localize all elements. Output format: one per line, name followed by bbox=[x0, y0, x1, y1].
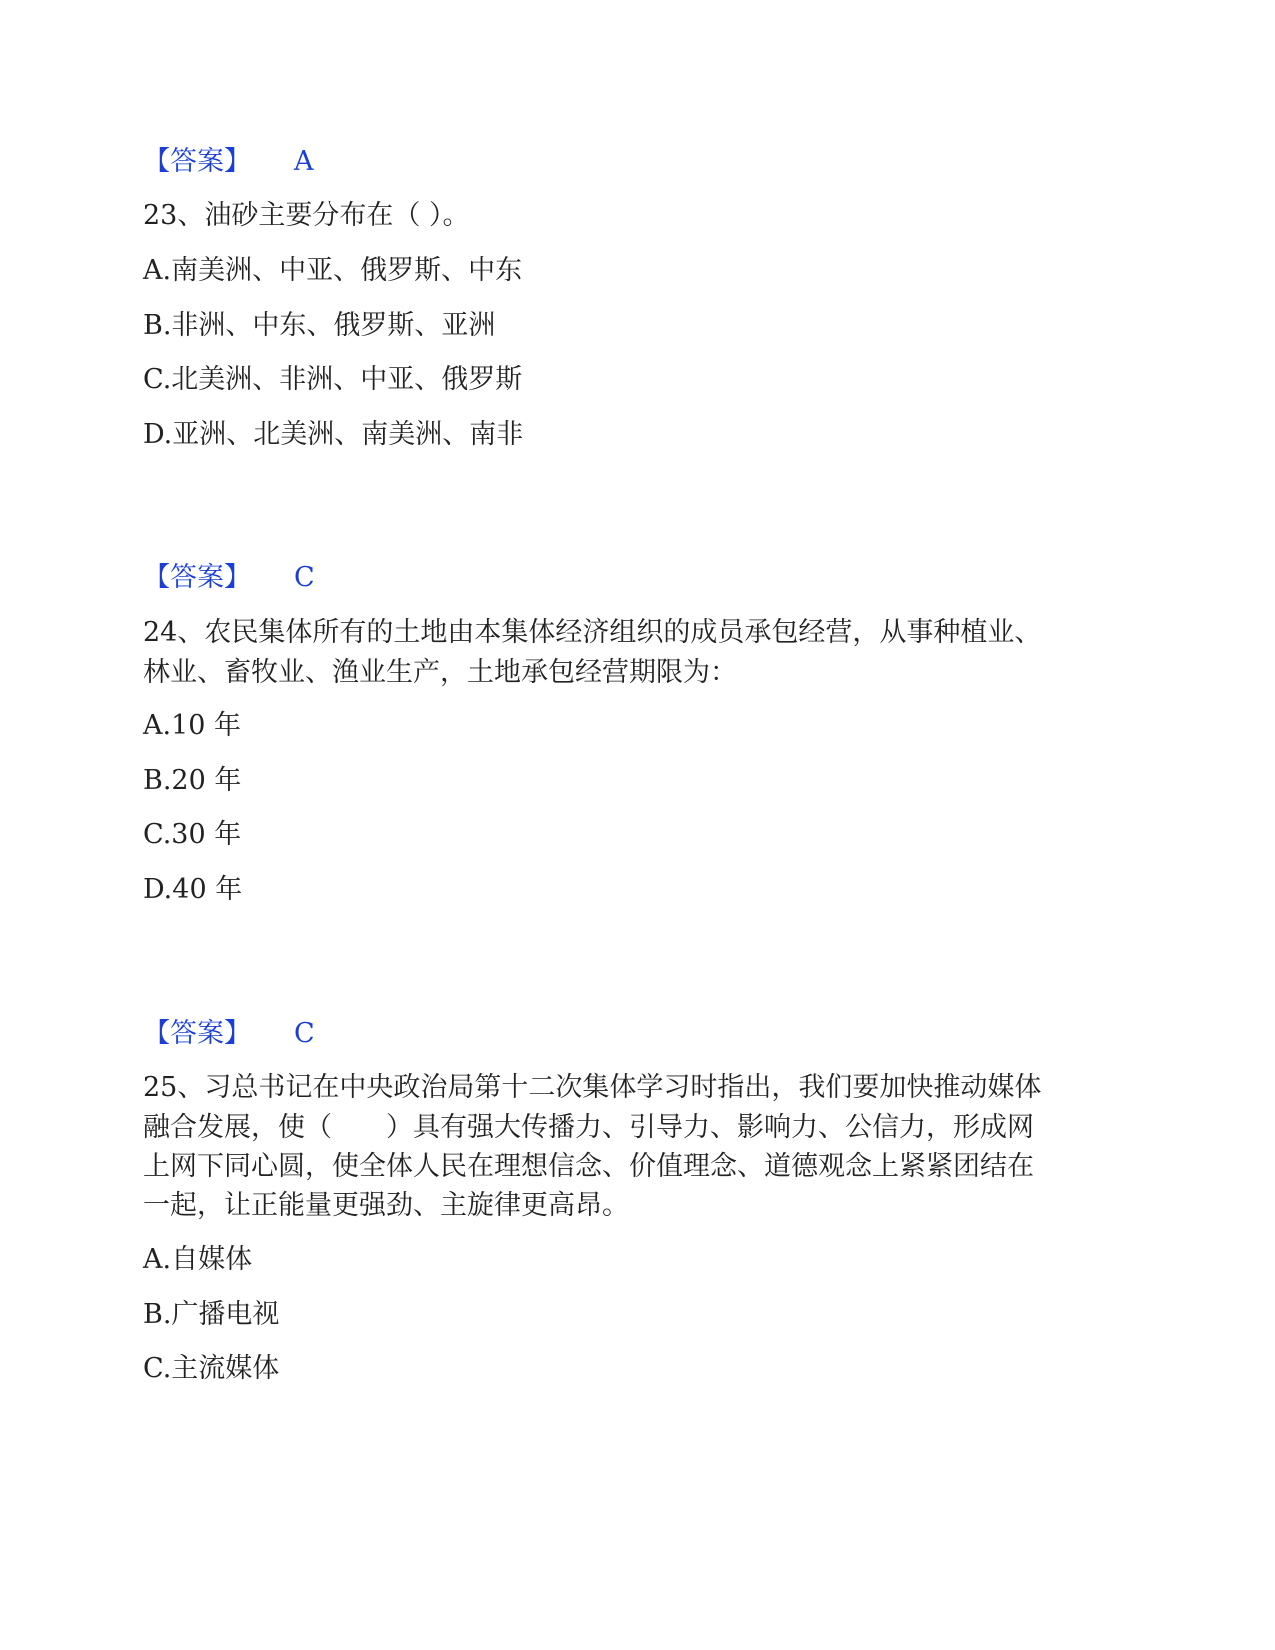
option-d: D.亚洲、北美洲、南美洲、南非 bbox=[143, 419, 524, 450]
question-text: 一起，让正能量更强劲、主旋律更高昂。 bbox=[143, 1190, 629, 1221]
answer-value: C bbox=[294, 1018, 315, 1049]
option-d: D.40 年 bbox=[143, 874, 243, 905]
answer-value: C bbox=[294, 562, 315, 593]
option-b: B.非洲、中东、俄罗斯、亚洲 bbox=[143, 310, 496, 341]
option-a: A.南美洲、中亚、俄罗斯、中东 bbox=[143, 255, 523, 286]
question-text: 上网下同心圆，使全体人民在理想信念、价值理念、道德观念上紧紧团结在 bbox=[143, 1151, 1034, 1182]
question-text: 25、习总书记在中央政治局第十二次集体学习时指出，我们要加快推动媒体 bbox=[143, 1072, 1042, 1103]
question-text: 23、油砂主要分布在（ ）。 bbox=[143, 200, 470, 231]
option-c: C.主流媒体 bbox=[143, 1353, 280, 1384]
option-b: B.20 年 bbox=[143, 765, 242, 796]
question-text: 24、农民集体所有的土地由本集体经济组织的成员承包经营，从事种植业、 bbox=[143, 617, 1042, 648]
option-a: A.自媒体 bbox=[143, 1244, 253, 1275]
question-text: 林业、畜牧业、渔业生产，土地承包经营期限为： bbox=[143, 657, 737, 688]
answer-value: A bbox=[294, 146, 314, 177]
answer-label: 【答案】 bbox=[143, 146, 251, 177]
option-c: C.30 年 bbox=[143, 819, 242, 850]
answer-label: 【答案】 bbox=[143, 562, 251, 593]
option-a: A.10 年 bbox=[143, 710, 242, 741]
option-c: C.北美洲、非洲、中亚、俄罗斯 bbox=[143, 364, 523, 395]
option-b: B.广播电视 bbox=[143, 1299, 280, 1330]
question-text: 融合发展，使（ ）具有强大传播力、引导力、影响力、公信力，形成网 bbox=[143, 1112, 1034, 1143]
answer-label: 【答案】 bbox=[143, 1018, 251, 1049]
